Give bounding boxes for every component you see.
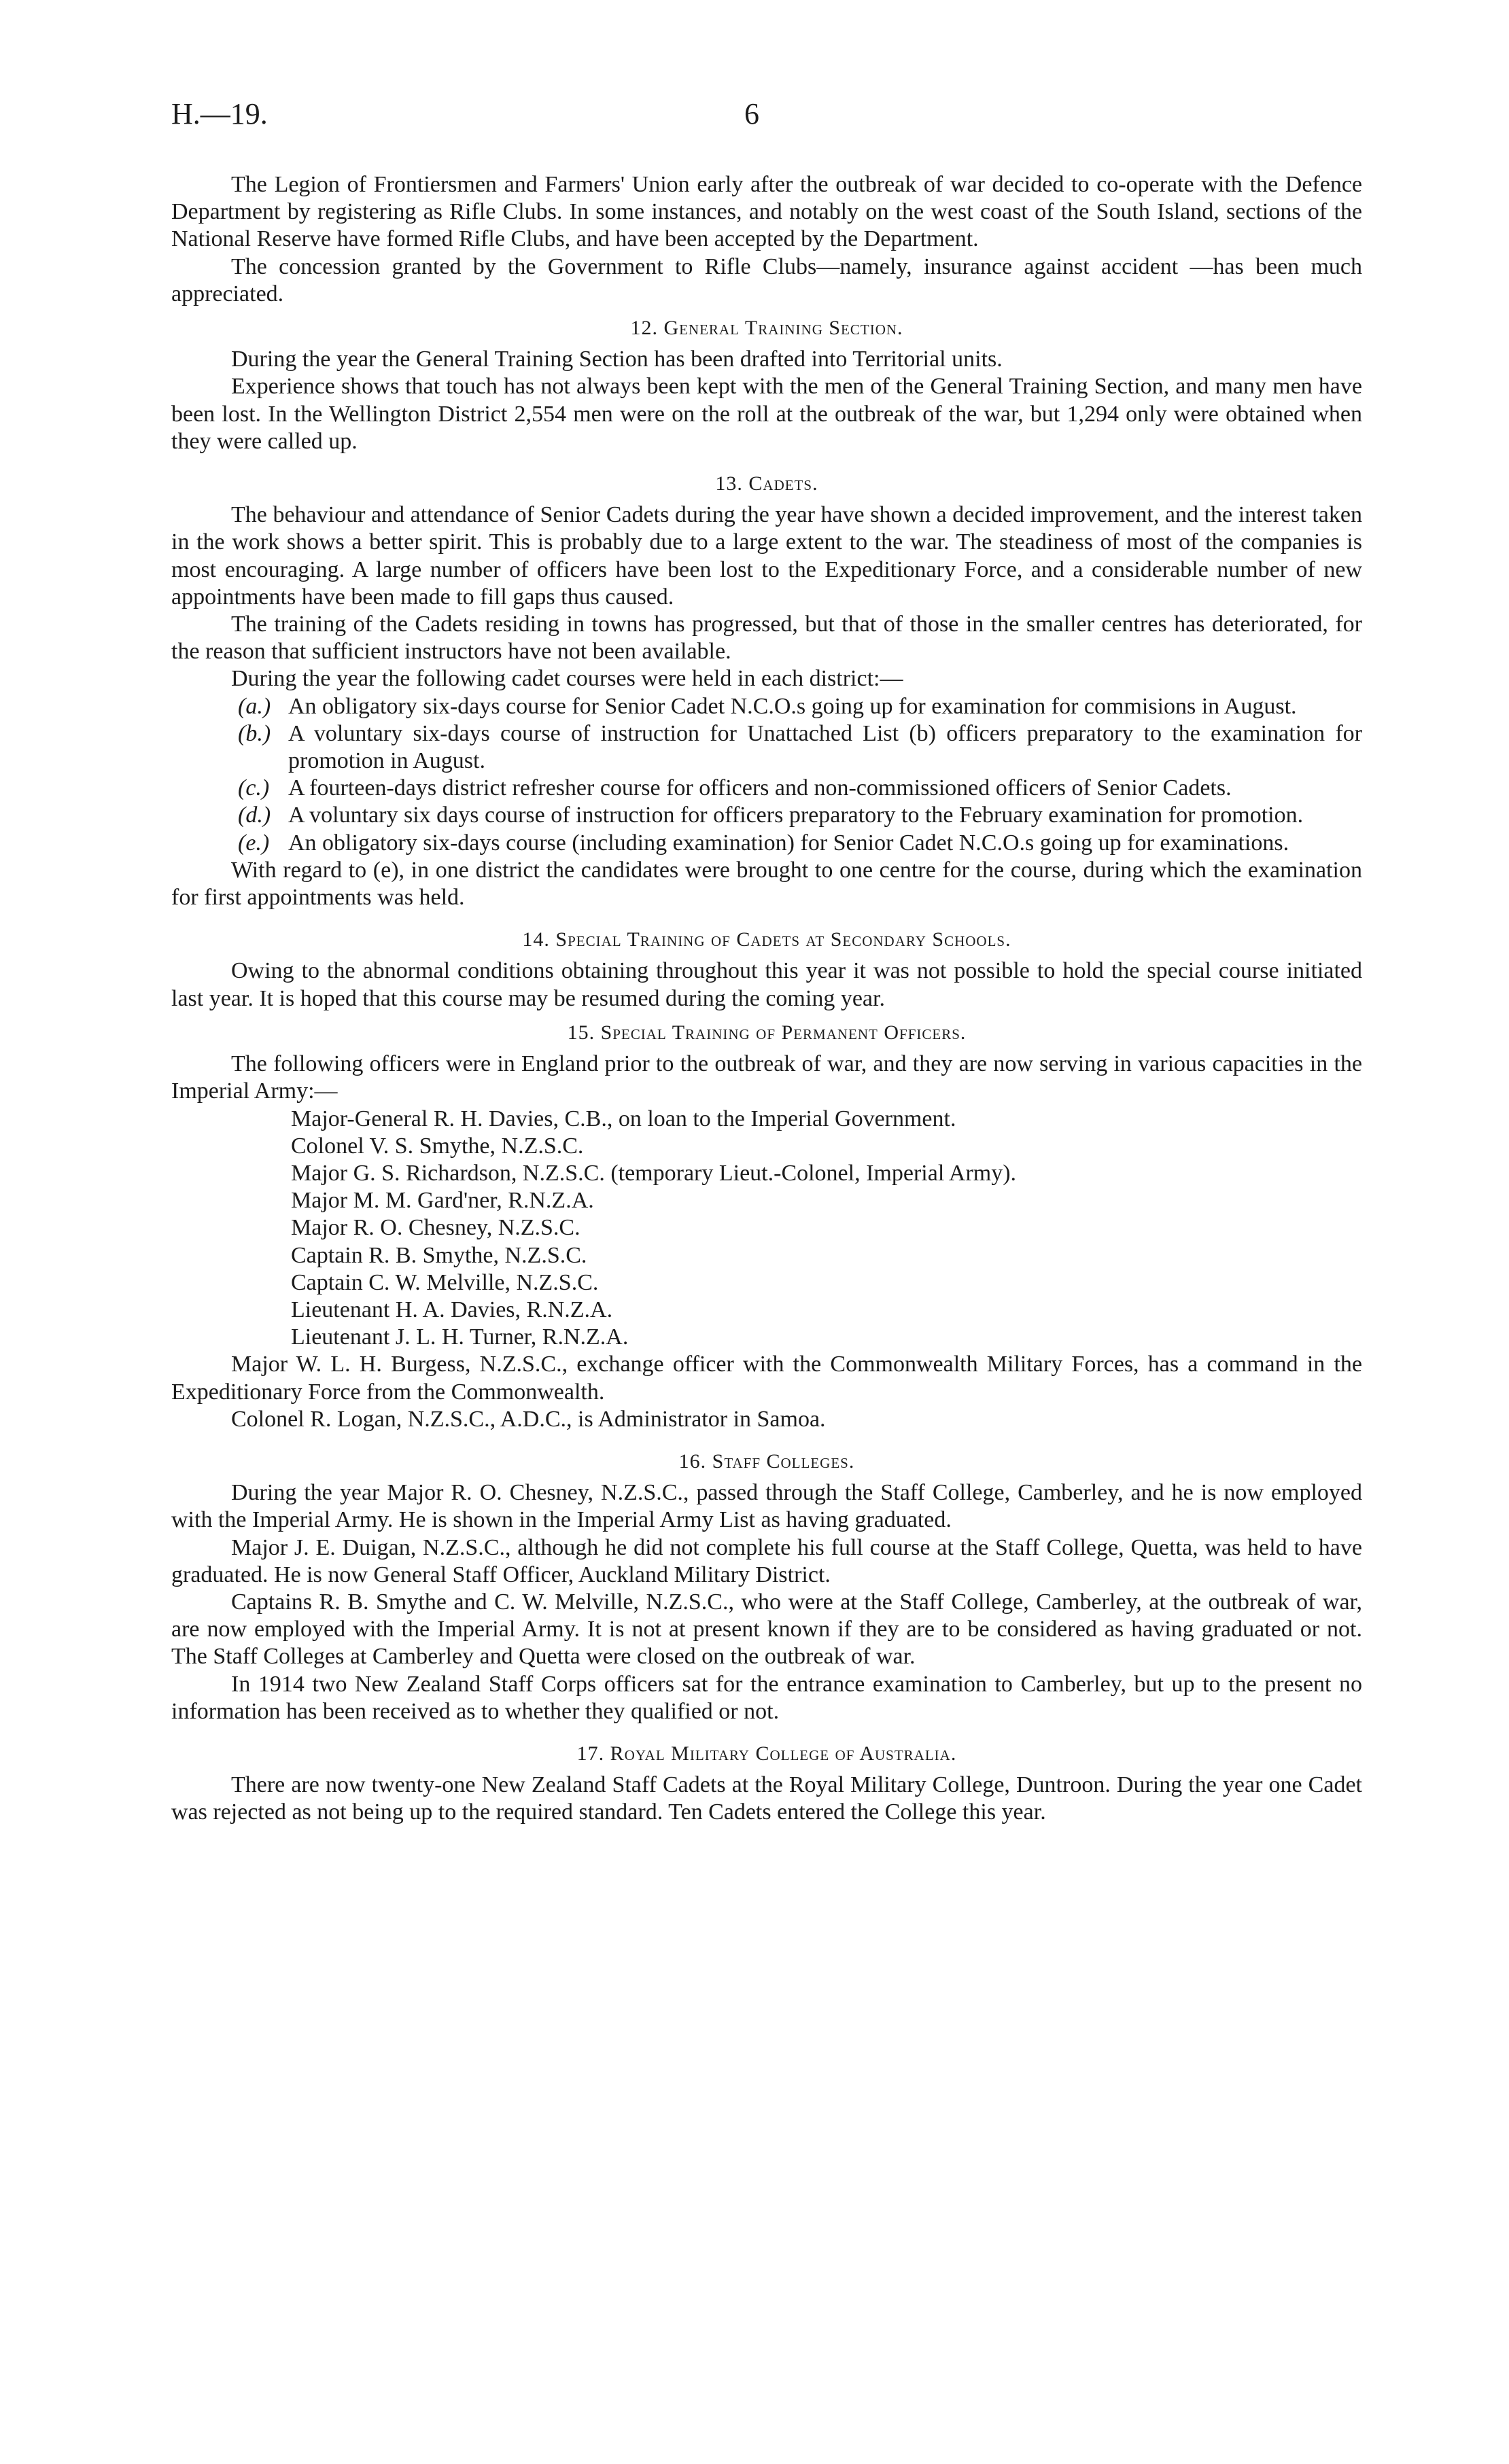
- list-item: [171, 802, 1362, 829]
- section-heading-staff-colleges: 16. Staff Colleges.: [678, 1449, 855, 1473]
- list-item: [171, 830, 1362, 857]
- section-heading-royal-military-college: 17. Royal Military College of Australia.: [576, 1742, 957, 1765]
- list-item: Captain R. B. Smythe, N.Z.S.C.: [291, 1242, 587, 1268]
- cadet-courses-list: [171, 693, 1362, 857]
- list-item: Major-General R. H. Davies, C.B., on loan to the Imperial Government.: [291, 1106, 956, 1131]
- paragraph: Major J. E. Duigan, N.Z.S.C., although he did not complete his full course at the Staff College, Quetta, was held to have graduated. He is now General Staff Officer, Auckland Military District.: [171, 1534, 1362, 1587]
- list-marker: (a.): [238, 693, 271, 719]
- paragraph: The concession granted by the Government to Rifle Clubs—namely, insurance against accident —has been much appreciated.: [171, 253, 1362, 306]
- section-heading-general-training: 12. General Training Section.: [630, 317, 903, 340]
- list-item-text: An obligatory six-days course for Senior Cadet N.C.O.s going up for examination for commisions in August.: [288, 693, 1297, 719]
- paragraph: During the year the following cadet courses were held in each district:—: [231, 666, 903, 692]
- list-marker: (c.): [238, 775, 270, 801]
- list-item: Lieutenant H. A. Davies, R.N.Z.A.: [291, 1297, 613, 1322]
- officers-list: [171, 1106, 1362, 1352]
- list-marker: (d.): [238, 803, 271, 828]
- paragraph: The Legion of Frontiersmen and Farmers' Union early after the outbreak of war decided to co-operate with the Defence Department by registering as Rifle Clubs. In some instances, and notably on the west coast of the South Island, sections of the National Reserve have formed Rifle Clubs, and have been accepted by the Department.: [171, 172, 1362, 252]
- list-item-text: A voluntary six days course of instruction for officers preparatory to the February examination for promotion.: [288, 803, 1304, 828]
- list-item: Major M. M. Gard'ner, R.N.Z.A.: [291, 1188, 594, 1214]
- list-item: [171, 720, 1362, 775]
- page-number: 6: [744, 97, 759, 130]
- section-heading-permanent-officers: 15. Special Training of Permanent Officers.: [567, 1021, 967, 1044]
- list-marker: (b.): [238, 720, 271, 746]
- paragraph: With regard to (e), in one district the candidates were brought to one centre for the course, during which the examination for first appointments was held.: [171, 857, 1362, 911]
- paragraph: There are now twenty-one New Zealand Staff Cadets at the Royal Military College, Duntroon. During the year one Cadet was rejected as not being up to the required standard. Ten Cadets entered the College this year.: [171, 1772, 1362, 1825]
- report-code: H.—19.: [171, 97, 268, 130]
- list-item-text: An obligatory six-days course (including examination) for Senior Cadet N.C.O.s going up for examinations.: [288, 830, 1289, 856]
- paragraph: Experience shows that touch has not always been kept with the men of the General Training Section, and many men have been lost. In the Wellington District 2,554 men were on the roll at the outbreak of the war, but 1,294 only were obtained when they were called up.: [171, 374, 1362, 454]
- list-item: Major G. S. Richardson, N.Z.S.C. (temporary Lieut.-Colonel, Imperial Army).: [291, 1160, 1017, 1186]
- list-item: [171, 775, 1362, 802]
- list-item: [171, 693, 1362, 720]
- paragraph: During the year the General Training Section has been drafted into Territorial units.: [231, 347, 1003, 372]
- list-item: Colonel V. S. Smythe, N.Z.S.C.: [291, 1133, 584, 1159]
- paragraph: In 1914 two New Zealand Staff Corps officers sat for the entrance examination to Camberley, but up to the present no information has been received as to whether they qualified or not.: [171, 1671, 1362, 1724]
- paragraph: During the year Major R. O. Chesney, N.Z.S.C., passed through the Staff College, Camberley, and he is now employed with the Imperial Army. He is shown in the Imperial Army List as having graduated.: [171, 1480, 1362, 1533]
- paragraph: The following officers were in England prior to the outbreak of war, and they are now serving in various capacities in the Imperial Army:—: [171, 1051, 1362, 1104]
- paragraph: Major W. L. H. Burgess, N.Z.S.C., exchange officer with the Commonwealth Military Forces, has a command in the Expeditionary Force from the Commonwealth.: [171, 1352, 1362, 1405]
- paragraph: Owing to the abnormal conditions obtaining throughout this year it was not possible to hold the special course initiated last year. It is hoped that this course may be resumed during the coming year.: [171, 958, 1362, 1011]
- document-body: [171, 171, 1362, 1827]
- list-item: Major R. O. Chesney, N.Z.S.C.: [291, 1215, 580, 1241]
- list-item-text: A fourteen-days district refresher course for officers and non-commissioned officers of Senior Cadets.: [288, 775, 1232, 801]
- list-item: Lieutenant J. L. H. Turner, R.N.Z.A.: [291, 1324, 629, 1350]
- section-heading-cadets: 13. Cadets.: [715, 472, 818, 495]
- list-item: Captain C. W. Melville, N.Z.S.C.: [291, 1269, 599, 1295]
- paragraph: The behaviour and attendance of Senior Cadets during the year have shown a decided improvement, and the interest taken in the work shows a better spirit. This is probably due to a large extent to the war. The steadiness of most of the companies is most encouraging. A large number of officers have been lost to the Expeditionary Force, and a considerable number of new appointments have been made to fill gaps thus caused.: [171, 502, 1362, 610]
- paragraph: The training of the Cadets residing in towns has progressed, but that of those in the smaller centres has deteriorated, for the reason that sufficient instructors have not been available.: [171, 612, 1362, 665]
- paragraph: Captains R. B. Smythe and C. W. Melville, N.Z.S.C., who were at the Staff College, Camberley, at the outbreak of war, are now employed with the Imperial Army. It is not at present known if they are to be considered as having graduated or not. The Staff Colleges at Camberley and Quetta were closed on the outbreak of war.: [171, 1589, 1362, 1670]
- list-item-text: A voluntary six-days course of instruction for Unattached List (b) officers preparatory to the examination for promotion in August.: [288, 720, 1362, 774]
- list-marker: (e.): [238, 830, 270, 856]
- paragraph: Colonel R. Logan, N.Z.S.C., A.D.C., is Administrator in Samoa.: [231, 1406, 826, 1432]
- section-heading-secondary-schools: 14. Special Training of Cadets at Secondary Schools.: [522, 928, 1011, 951]
